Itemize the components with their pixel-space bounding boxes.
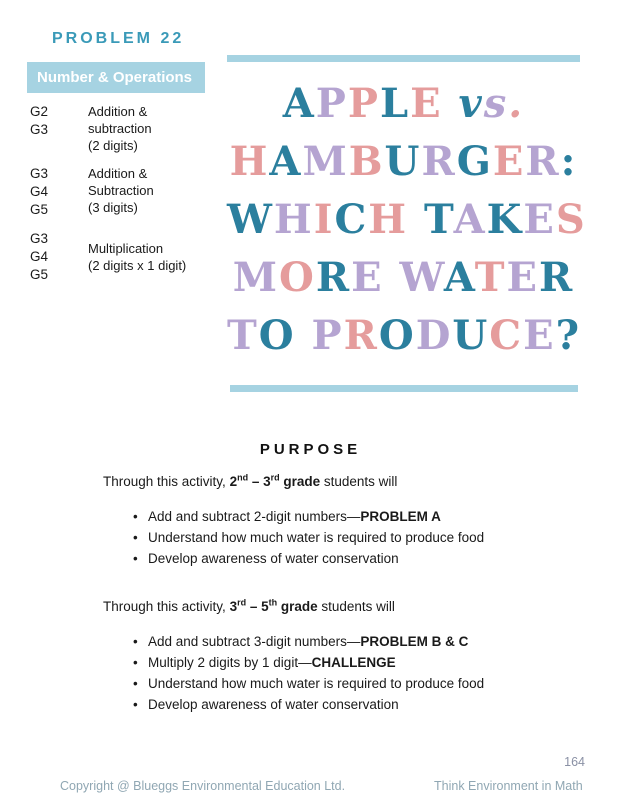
title-line: TO PRODUCE? bbox=[227, 312, 582, 359]
purpose-section bbox=[103, 598, 553, 715]
footer-tagline: Think Environment in Math bbox=[434, 779, 583, 793]
bullet-item: • Understand how much water is required to produce food bbox=[103, 673, 553, 694]
grade-label: G3 bbox=[30, 122, 49, 137]
standard-group bbox=[30, 230, 186, 284]
purpose-heading: PURPOSE bbox=[259, 441, 362, 458]
bullet-item: • Multiply 2 digits by 1 digit—CHALLENGE bbox=[103, 652, 553, 673]
section-intro: Through this activity, 3rd – 5th grade students will bbox=[103, 597, 395, 614]
title-block bbox=[227, 55, 587, 392]
grade-label: G3 bbox=[30, 166, 49, 181]
bullet-icon: • bbox=[133, 676, 138, 691]
standard-group bbox=[30, 103, 186, 154]
bullet-icon: • bbox=[133, 634, 138, 649]
category-badge: Number & Operations bbox=[27, 62, 205, 93]
title-line: HAMBURGER: bbox=[229, 138, 578, 185]
bullet-icon: • bbox=[133, 655, 138, 670]
bullet-item: • Add and subtract 2-digit numbers—PROBLEM A bbox=[103, 506, 553, 527]
grade-levels bbox=[30, 103, 88, 139]
bullet-icon: • bbox=[133, 509, 138, 524]
grade-label: G3 bbox=[30, 231, 49, 246]
skill-description: Multiplication (2 digits x 1 digit) bbox=[88, 241, 187, 273]
bullet-icon: • bbox=[133, 697, 138, 712]
standards-list bbox=[30, 103, 186, 295]
title-bottom-bar bbox=[230, 385, 578, 392]
poster-title bbox=[227, 62, 587, 365]
bullet-icon: • bbox=[133, 551, 138, 566]
grade-label: G5 bbox=[30, 267, 49, 282]
bullet-item: • Develop awareness of water conservation bbox=[103, 694, 553, 715]
skill-description: Addition & subtraction (2 digits) bbox=[88, 104, 152, 153]
bullet-item: • Add and subtract 3-digit numbers—PROBLEM B & C bbox=[103, 631, 553, 652]
title-top-bar bbox=[227, 55, 580, 62]
purpose-section bbox=[103, 473, 553, 569]
purpose-sections bbox=[103, 473, 553, 744]
grade-label: G4 bbox=[30, 184, 49, 199]
bullet-item: • Understand how much water is required to produce food bbox=[103, 527, 553, 548]
grade-label: G5 bbox=[30, 202, 49, 217]
skill-description: Addition & Subtraction (3 digits) bbox=[88, 166, 154, 215]
title-line: MORE WATER bbox=[232, 254, 575, 301]
standard-group bbox=[30, 165, 186, 219]
grade-label: G2 bbox=[30, 104, 49, 119]
title-line: APPLE vs. bbox=[282, 80, 525, 127]
bullet-item: • Develop awareness of water conservation bbox=[103, 548, 553, 569]
problem-label: PROBLEM 22 bbox=[52, 30, 185, 47]
page-number: 164 bbox=[564, 755, 585, 769]
footer-copyright: Copyright @ Blueggs Environmental Education Ltd. bbox=[60, 779, 346, 793]
bullet-icon: • bbox=[133, 530, 138, 545]
grade-label: G4 bbox=[30, 249, 49, 264]
grade-levels bbox=[30, 230, 88, 284]
title-line: WHICH TAKES bbox=[227, 196, 587, 243]
section-intro: Through this activity, 2nd – 3rd grade students will bbox=[103, 472, 398, 489]
grade-levels bbox=[30, 165, 88, 219]
